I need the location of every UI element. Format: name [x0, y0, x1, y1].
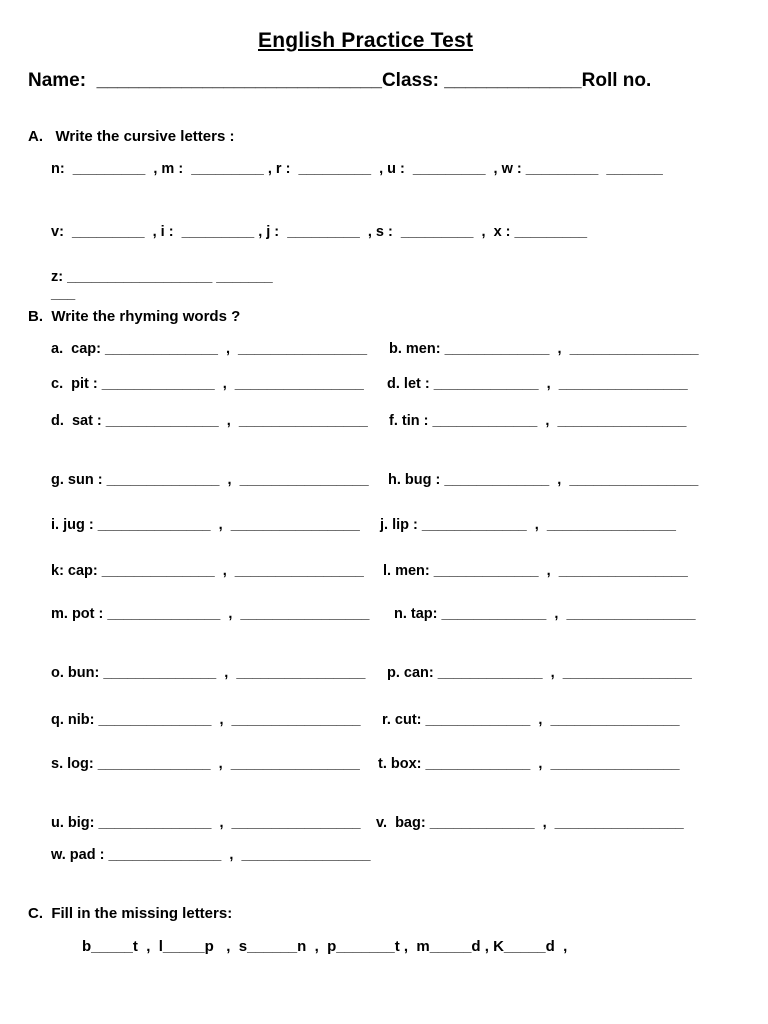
student-info-line: Name: ___________________________Class: _____________Roll no.	[28, 70, 652, 91]
rhyme-item-k: k: cap: ______________ , ________________	[51, 563, 364, 579]
rhyme-item-s: s. log: ______________ , ________________	[51, 756, 360, 772]
rhyme-item-b: b. men: _____________ , ________________	[389, 341, 699, 357]
rhyme-item-l: l. men: _____________ , ________________	[383, 563, 688, 579]
rhyme-item-w: w. pad : ______________ , ________________	[51, 847, 371, 863]
section-b-heading: B. Write the rhyming words ?	[28, 308, 241, 325]
cursive-row-1: n: _________ , m : _________ , r : _________ , u : _________ , w : _________ _______	[51, 161, 663, 177]
rhyme-item-v: v. bag: _____________ , ________________	[376, 815, 684, 831]
section-a-heading: A. Write the cursive letters :	[28, 128, 235, 145]
section-c-heading: C. Fill in the missing letters:	[28, 905, 233, 922]
rhyme-item-d-sat: d. sat : ______________ , ________________	[51, 413, 368, 429]
cursive-row-3-continued: ___	[51, 286, 76, 302]
rhyme-item-f: f. tin : _____________ , ________________	[389, 413, 687, 429]
rhyme-item-d: d. let : _____________ , ________________	[387, 376, 688, 392]
rhyme-item-u: u. big: ______________ , ________________	[51, 815, 361, 831]
rhyme-item-q: q. nib: ______________ , ________________	[51, 712, 361, 728]
rhyme-item-o: o. bun: ______________ , ________________	[51, 665, 366, 681]
page-title: English Practice Test	[258, 29, 474, 52]
rhyme-item-t: t. box: _____________ , ________________	[378, 756, 680, 772]
rhyme-item-i: i. jug : ______________ , ________________	[51, 517, 360, 533]
rhyme-item-n: n. tap: _____________ , ________________	[394, 606, 696, 622]
rhyme-item-c: c. pit : ______________ , ________________	[51, 376, 364, 392]
cursive-row-3: z: __________________ _______	[51, 269, 273, 285]
rhyme-item-a: a. cap: ______________ , ________________	[51, 341, 368, 357]
rhyme-item-h: h. bug : _____________ , ________________	[388, 472, 699, 488]
rhyme-item-p: p. can: _____________ , ________________	[387, 665, 692, 681]
rhyme-item-r: r. cut: _____________ , ________________	[382, 712, 680, 728]
missing-letters-items: b_____t , l_____p , s______n , p_______t , m_____d , K_____d ,	[82, 938, 568, 955]
rhyme-item-g: g. sun : ______________ , ________________	[51, 472, 369, 488]
rhyme-item-m: m. pot : ______________ , ________________	[51, 606, 370, 622]
rhyme-item-j: j. lip : _____________ , ________________	[380, 517, 676, 533]
cursive-row-2: v: _________ , i : _________ , j : _________ , s : _________ , x : _________	[51, 224, 588, 240]
